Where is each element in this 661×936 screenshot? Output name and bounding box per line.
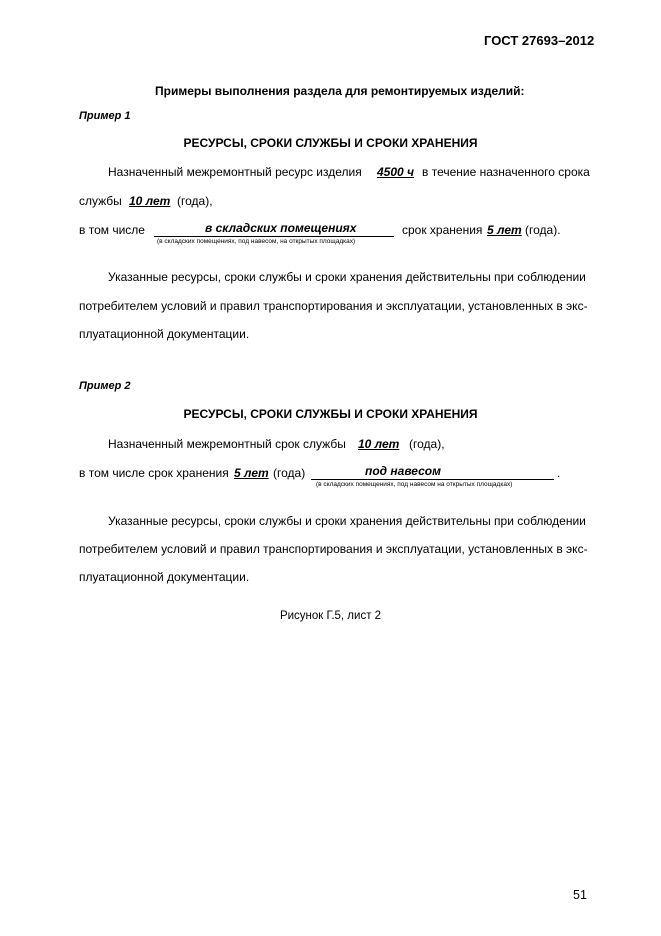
ex2-line1-suffix: (года), xyxy=(409,437,445,451)
ex1-line1-suffix: в течение назначенного срока xyxy=(422,165,590,179)
example-1-heading: РЕСУРСЫ, СРОКИ СЛУЖБЫ И СРОКИ ХРАНЕНИЯ xyxy=(183,136,478,150)
standard-number: ГОСТ 27693–2012 xyxy=(484,33,595,48)
ex1-storage-term-value: 5 лет xyxy=(487,223,522,237)
ex1-service-life-value: 10 лет xyxy=(129,194,171,208)
section-intro-title: Примеры выполнения раздела для ремонтируемых изделий: xyxy=(155,84,525,98)
ex2-line1-prefix: Назначенный межремонтный срок службы xyxy=(108,437,346,451)
ex1-resource-value: 4500 ч xyxy=(377,165,415,179)
ex2-storage-place: под навесом xyxy=(365,464,441,478)
ex1-paragraph-line3: плуатационной документации. xyxy=(79,327,250,341)
ex1-place-hint: (в складских помещениях, под навесом, на открытых площадках) xyxy=(157,238,356,245)
ex1-place-underline xyxy=(154,236,394,237)
ex1-line3-prefix: в том числе xyxy=(79,223,145,237)
ex2-service-life-value: 10 лет xyxy=(358,437,400,451)
ex1-paragraph-line1: Указанные ресурсы, сроки службы и сроки хранения действительны при соблюдении xyxy=(108,270,586,284)
ex2-paragraph-line3: плуатационной документации. xyxy=(79,570,250,584)
example-1-label: Пример 1 xyxy=(79,110,131,122)
ex2-paragraph-line2: потребителем условий и правил транспортирования и эксплуатации, установленных в экс- xyxy=(79,542,588,556)
ex1-paragraph-line2: потребителем условий и правил транспортирования и эксплуатации, установленных в экс- xyxy=(79,299,588,313)
figure-caption: Рисунок Г.5, лист 2 xyxy=(279,610,382,622)
ex2-place-hint: (в складских помещениях, под навесом на открытых площадках) xyxy=(316,481,513,488)
page-number: 51 xyxy=(573,888,587,902)
ex1-line2-prefix: службы xyxy=(79,194,122,208)
example-2-label: Пример 2 xyxy=(79,380,131,392)
ex2-line2-prefix: в том числе срок хранения xyxy=(79,466,229,480)
ex1-line2-suffix: (года), xyxy=(177,194,213,208)
ex2-paragraph-line1: Указанные ресурсы, сроки службы и сроки хранения действительны при соблюдении xyxy=(108,514,586,528)
ex1-line3-suffix: (года). xyxy=(525,223,561,237)
ex2-line2-mid: (года) xyxy=(273,466,306,480)
ex1-storage-place: в складских помещениях xyxy=(205,221,357,235)
example-2-heading: РЕСУРСЫ, СРОКИ СЛУЖБЫ И СРОКИ ХРАНЕНИЯ xyxy=(183,407,478,421)
ex1-line3-mid: срок хранения xyxy=(402,223,483,237)
ex1-line1-prefix: Назначенный межремонтный ресурс изделия xyxy=(108,165,362,179)
ex2-storage-term-value: 5 лет xyxy=(234,466,269,480)
ex2-line2-end: . xyxy=(557,466,561,480)
ex2-place-underline xyxy=(311,479,554,480)
